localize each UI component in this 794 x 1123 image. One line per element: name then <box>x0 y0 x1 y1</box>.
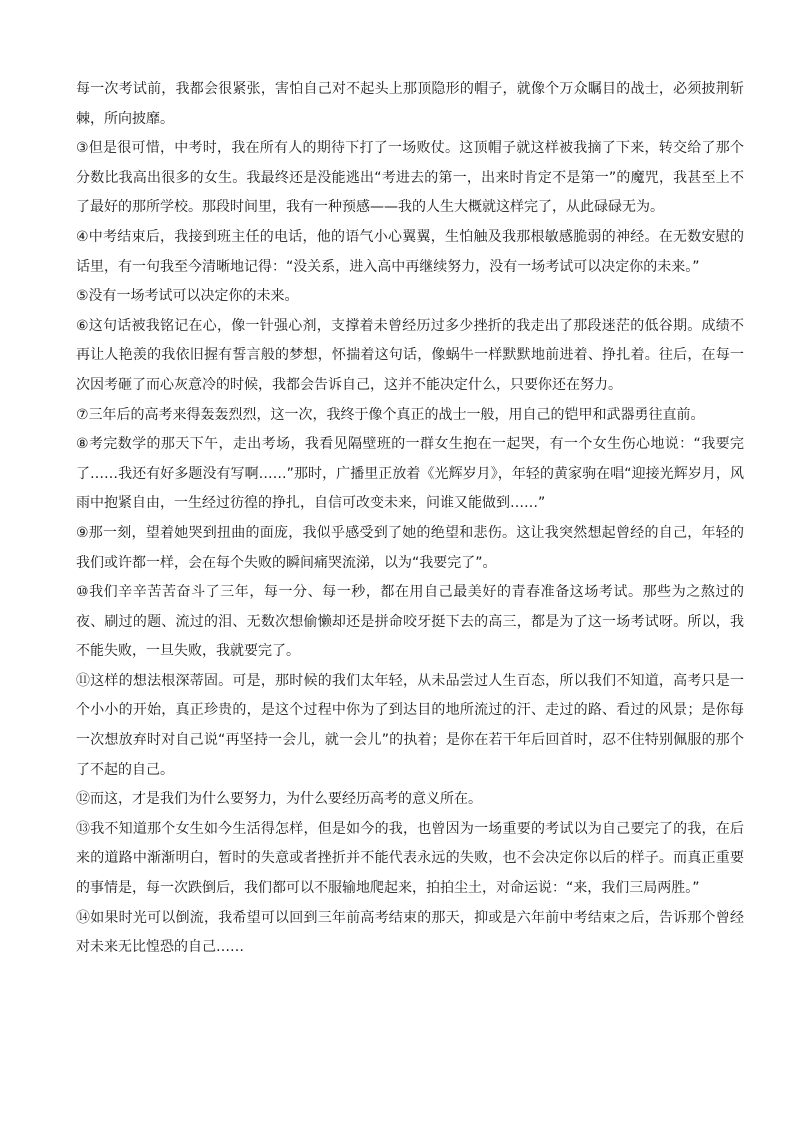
paragraph-5: ⑤没有一场考试可以决定你的未来。 <box>76 288 299 305</box>
paragraph-11: ⑪这样的想法根深蒂固。可是，那时候的我们太年轻，从未品尝过人生百态，所以我们不知道，高考只是一个小小的开始，真正珍贵的，是这个过程中你为了到达目的地所流过的汗、走过的路、看过的风景；是你每一次想放弃时对自己说“再坚持一会儿，就一会儿”的执着；是你在若干年后回首时，忍不住特别佩服的那个了不起的自己。 <box>76 672 744 778</box>
paragraph-3: ③但是很可惜，中考时，我在所有人的期待下打了一场败仗。这顶帽子就这样被我摘了下来，转交给了那个分数比我高出很多的女生。我最终还是没能逃出“考进去的第一，出来时肯定不是第一”的魔咒，我甚至上不了最好的那所学校。那段时间里，我有一种预感——我的人生大概就这样完了，从此碌碌无为。 <box>76 140 744 216</box>
paragraph-12: ⑫而这，才是我们为什么要努力，为什么要经历高考的意义所在。 <box>76 791 482 808</box>
paragraph-9: ⑨那一刻，望着她哭到扭曲的面庞，我似乎感受到了她的绝望和悲伤。这让我突然想起曾经的自己，年轻的我们或许都一样，会在每个失败的瞬间痛哭流涕，以为“我要完了”。 <box>76 524 744 571</box>
paragraph-13: ⑬我不知道那个女生如今生活得怎样，但是如今的我，也曾因为一场重要的考试以为自己要完了的我，在后来的道路中渐渐明白，暂时的失意或者挫折并不能代表永远的失败，也不会决定你以后的样子。而真正重要的事情是，每一次跌倒后，我们都可以不服输地爬起来，拍拍尘土，对命运说：“来，我们三局两胜。” <box>76 820 744 897</box>
article-body <box>76 75 744 963</box>
paragraph-7: ⑦三年后的高考来得轰轰烈烈，这一次，我终于像个真正的战士一般，用自己的铠甲和武器勇往直前。 <box>76 406 705 423</box>
paragraph-6: ⑥这句话被我铭记在心，像一针强心剂，支撑着未曾经历过多少挫折的我走出了那段迷茫的低谷期。成绩不再让人艳羡的我依旧握有誓言般的梦想，怀揣着这句话，像蜗牛一样默默地前进着、挣扎着。往后，在每一次因考砸了而心灰意冷的时候，我都会告诉自己，这并不能决定什么，只要你还在努力。 <box>76 317 744 393</box>
paragraph-14: ⑭如果时光可以倒流，我希望可以回到三年前高考结束的那天，抑或是六年前中考结束之后，告诉那个曾经对未来无比惶恐的自己…… <box>76 909 744 956</box>
paragraph-intro-continued: 每一次考试前，我都会很紧张，害怕自己对不起头上那顶隐形的帽子，就像个万众瞩目的战士，必须披荆斩棘，所向披靡。 <box>76 81 744 127</box>
paragraph-10: ⑩我们辛辛苦苦奋斗了三年，每一分、每一秒，都在用自己最美好的青春准备这场考试。那些为之熬过的夜、刷过的题、流过的泪、无数次想偷懒却还是拼命咬牙挺下去的高三，都是为了这一场考试呀。所以，我不能失败，一旦失败，我就要完了。 <box>76 584 744 660</box>
paragraph-8: ⑧考完数学的那天下午，走出考场，我看见隔壁班的一群女生抱在一起哭，有一个女生伤心地说：“我要完了……我还有好多题没有写啊……”那时，广播里正放着《光辉岁月》，年轻的黄家驹在唱“迎接光辉岁月，风雨中抱紧自由，一生经过彷徨的挣扎，自信可改变未来，问谁又能做到……” <box>76 436 744 512</box>
paragraph-4: ④中考结束后，我接到班主任的电话，他的语气小心翼翼，生怕触及我那根敏感脆弱的神经。在无数安慰的话里，有一句我至今清晰地记得：“没关系，进入高中再继续努力，没有一场考试可以决定你的未来。” <box>76 228 744 275</box>
